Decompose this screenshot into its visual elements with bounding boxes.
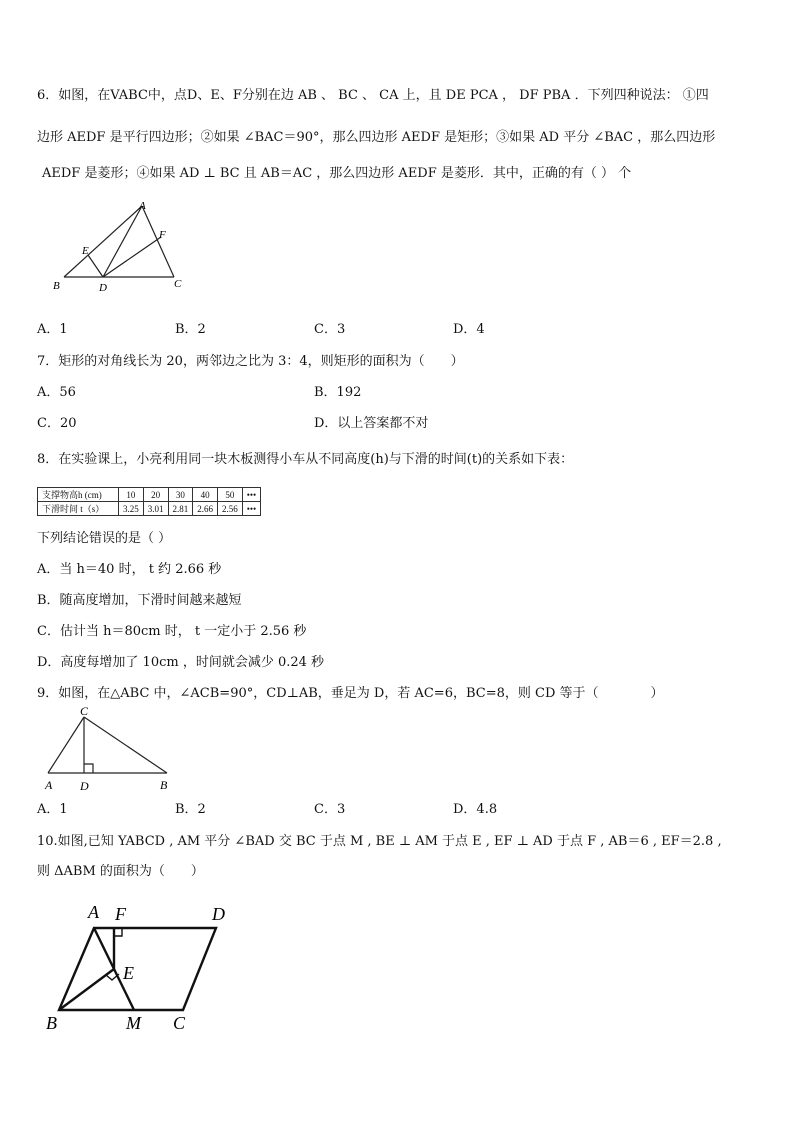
- q10-label-C: C: [173, 1013, 186, 1033]
- q9-figure-right-triangle: [40, 706, 180, 796]
- q6-label-E: E: [82, 245, 89, 257]
- q10-stem-line2: 则 ΔABM 的面积为（ ）: [37, 864, 204, 879]
- table-cell: 2.81: [168, 502, 193, 516]
- q8-option-c[interactable]: C．估计当 h＝80cm 时， t 一定小于 2.56 秒: [37, 624, 307, 639]
- q8-option-a[interactable]: A．当 h＝40 时， t 约 2.66 秒: [37, 562, 222, 577]
- q9-option-d[interactable]: D．4.8: [453, 802, 498, 817]
- q9-option-a[interactable]: A．1: [37, 802, 68, 817]
- q9-label-A: A: [45, 778, 53, 792]
- q9-label-B: B: [160, 778, 168, 792]
- q8-question: 下列结论错误的是（ ）: [37, 531, 172, 546]
- table-cell: 2.66: [193, 502, 218, 516]
- table-cell: 3.01: [143, 502, 168, 516]
- q7-option-a[interactable]: A．56: [37, 385, 76, 400]
- table-header-height: 支撑物高h (cm): [38, 488, 119, 502]
- q9-stem: 9．如图，在△ABC 中，∠ACB=90°，CD⊥AB，垂足为 D，若 AC=6，BC=8，则 CD 等于（ ）: [37, 686, 664, 701]
- q10-label-A: A: [88, 902, 99, 922]
- table-cell: •••: [242, 502, 260, 516]
- q6-figure-triangle: [48, 198, 198, 298]
- q6-option-c[interactable]: C．3: [314, 322, 346, 337]
- table-cell: 20: [143, 488, 168, 502]
- q6-option-a[interactable]: A．1: [37, 322, 68, 337]
- table-row: [38, 502, 261, 516]
- table-header-time: 下滑时间 t（s）: [38, 502, 119, 516]
- q8-stem: 8．在实验课上，小亮利用同一块木板测得小车从不同高度(h)与下滑的时间(t)的关系如下表：: [37, 452, 574, 467]
- table-row: [38, 488, 261, 502]
- q10-label-D: D: [212, 904, 225, 924]
- q6-stem-line1: 6．如图，在VABC中，点D、E、F分别在边 AB 、 BC 、 CA 上，且 DE PCA ， DF PBA ．下列四种说法： ①四: [37, 88, 709, 103]
- q7-stem: 7．矩形的对角线长为 20，两邻边之比为 3：4，则矩形的面积为（ ）: [37, 354, 464, 369]
- q9-label-C: C: [80, 706, 89, 718]
- q6-option-b[interactable]: B．2: [175, 322, 206, 337]
- q6-label-C: C: [174, 278, 182, 290]
- q8-data-table: [37, 487, 261, 516]
- q7-option-c[interactable]: C．20: [37, 416, 77, 431]
- table-cell: 30: [168, 488, 193, 502]
- q10-label-F: F: [115, 904, 126, 924]
- q10-label-E: E: [123, 963, 134, 983]
- q10-stem-line1: 10.如图,已知 YABCD , AM 平分 ∠BAD 交 BC 于点 M , BE ⊥ AM 于点 E , EF ⊥ AD 于点 F , AB＝6 , EF＝2.8 ,: [37, 834, 722, 849]
- table-cell: 10: [119, 488, 144, 502]
- q10-label-M: M: [126, 1013, 141, 1033]
- q6-stem-line2: 边形 AEDF 是平行四边形；②如果 ∠BAC＝90°，那么四边形 AEDF 是矩形；③如果 AD 平分 ∠BAC ，那么四边形: [37, 130, 716, 145]
- q6-label-F: F: [159, 229, 166, 241]
- table-cell: 3.25: [119, 502, 144, 516]
- q9-label-D: D: [80, 779, 89, 793]
- q6-option-d[interactable]: D．4: [453, 322, 485, 337]
- table-cell: •••: [242, 488, 260, 502]
- q7-option-b[interactable]: B．192: [314, 385, 362, 400]
- q6-label-B: B: [53, 280, 60, 292]
- q6-stem-line3: AEDF 是菱形；④如果 AD ⊥ BC 且 AB＝AC ，那么四边形 AEDF 是菱形．其中，正确的有（ ） 个: [42, 166, 632, 181]
- q6-label-A: A: [139, 200, 146, 212]
- table-cell: 40: [193, 488, 218, 502]
- q6-label-D: D: [99, 282, 107, 294]
- table-cell: 2.56: [218, 502, 243, 516]
- q8-option-b[interactable]: B．随高度增加，下滑时间越来越短: [37, 593, 242, 608]
- q9-option-b[interactable]: B．2: [175, 802, 206, 817]
- q10-figure-parallelogram: [40, 898, 245, 1038]
- q9-option-c[interactable]: C．3: [314, 802, 346, 817]
- q8-option-d[interactable]: D．高度每增加了 10cm ，时间就会减少 0.24 秒: [37, 655, 325, 670]
- q7-option-d[interactable]: D．以上答案都不对: [314, 416, 429, 431]
- q10-label-B: B: [46, 1013, 57, 1033]
- table-cell: 50: [218, 488, 243, 502]
